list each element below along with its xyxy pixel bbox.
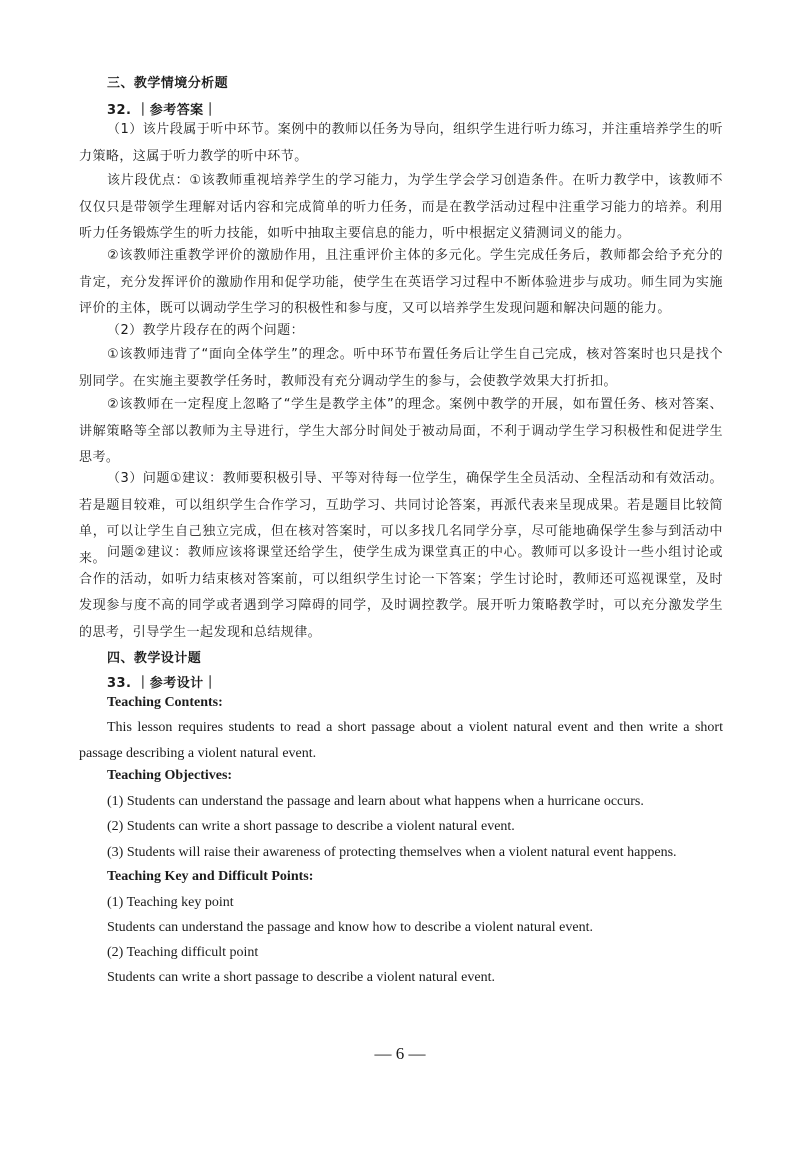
answer-paragraph-2: 该片段优点：①该教师重视培养学生的学习能力，为学生学会学习创造条件。在听力教学中，该教师不仅仅只是带领学生理解对话内容和完成简单的听力任务，而是在教学活动过程中注重学习能力的培养。利用听力任务锻炼学生的听力技能，如听中抽取主要信息的能力，听中根据定义猜测词义的能力。 — [79, 173, 723, 242]
answer-paragraph-4: （2）教学片段存在的两个问题： — [107, 323, 305, 338]
teaching-contents-title: Teaching Contents: — [107, 695, 223, 710]
objective-1: (1) Students can understand the passage and learn about what happens when a hurricane occurs. — [107, 794, 644, 809]
objective-3: (3) Students will raise their awareness of protecting themselves when a violent natural event happens. — [107, 845, 677, 860]
teaching-contents-text: This lesson requires students to read a short passage about a violent natural event and then write a short passage describing a violent natural event. — [79, 720, 723, 761]
teaching-objectives-title: Teaching Objectives: — [107, 768, 233, 783]
key-difficult-points-title: Teaching Key and Difficult Points: — [107, 869, 314, 884]
answer-paragraph-5: ①该教师违背了“面向全体学生”的理念。听中环节布置任务后让学生自己完成，核对答案时也只是找个别同学。在实施主要教学任务时，教师没有充分调动学生的参与，会使教学效果大打折扣。 — [79, 347, 723, 389]
difficult-point-text: Students can write a short passage to describe a violent natural event. — [107, 970, 495, 985]
answer-paragraph-1: （1）该片段属于听中环节。案例中的教师以任务为导向，组织学生进行听力练习，并注重培养学生的听力策略，这属于听力教学的听中环节。 — [79, 122, 723, 164]
key-point-text: Students can understand the passage and know how to describe a violent natural event. — [107, 920, 593, 935]
objective-2: (2) Students can write a short passage to describe a violent natural event. — [107, 819, 515, 834]
answer-paragraph-7: （3）问题①建议：教师要积极引导、平等对待每一位学生，确保学生全员活动、全程活动和有效活动。若是题目较难，可以组织学生合作学习，互助学习、共同讨论答案，再派代表来呈现成果。若是题目比较简单，可以让学生自己独立完成，但在核对答案时，可以多找几名同学分享，尽可能地确保学生参与到活动中来。 — [79, 471, 723, 566]
key-point-label: (1) Teaching key point — [107, 895, 234, 910]
question-32-label: 32. ｜参考答案｜ — [107, 103, 218, 118]
difficult-point-label: (2) Teaching difficult point — [107, 945, 259, 960]
answer-paragraph-6: ②该教师在一定程度上忽略了“学生是教学主体”的理念。案例中教学的开展，如布置任务、核对答案、讲解策略等全部以教师为主导进行，学生大部分时间处于被动局面，不利于调动学生学习积极性和促进学生思考。 — [79, 397, 723, 466]
answer-paragraph-8: 问题②建议：教师应该将课堂还给学生，使学生成为课堂真正的中心。教师可以多设计一些小组讨论或合作的活动，如听力结束核对答案前，可以组织学生讨论一下答案；学生讨论时，教师还可巡视课堂，及时发现参与度不高的同学或者遇到学习障碍的同学，及时调控教学。展开听力策略教学时，可以充分激发学生的思考，引导学生一起发现和总结规律。 — [79, 545, 723, 640]
answer-paragraph-3: ②该教师注重教学评价的激励作用，且注重评价主体的多元化。学生完成任务后，教师都会给予充分的肯定，充分发挥评价的激励作用和促学功能，使学生在英语学习过程中不断体验进步与成功。师生同为实施评价的主体，既可以调动学生学习的积极性和参与度，又可以培养学生发现问题和解决问题的能力。 — [79, 248, 723, 317]
section-3-heading: 三、教学情境分析题 — [107, 76, 229, 91]
section-4-heading: 四、教学设计题 — [107, 651, 202, 666]
question-33-label: 33. ｜参考设计｜ — [107, 676, 218, 691]
page-number: — 6 — — [374, 1044, 426, 1063]
